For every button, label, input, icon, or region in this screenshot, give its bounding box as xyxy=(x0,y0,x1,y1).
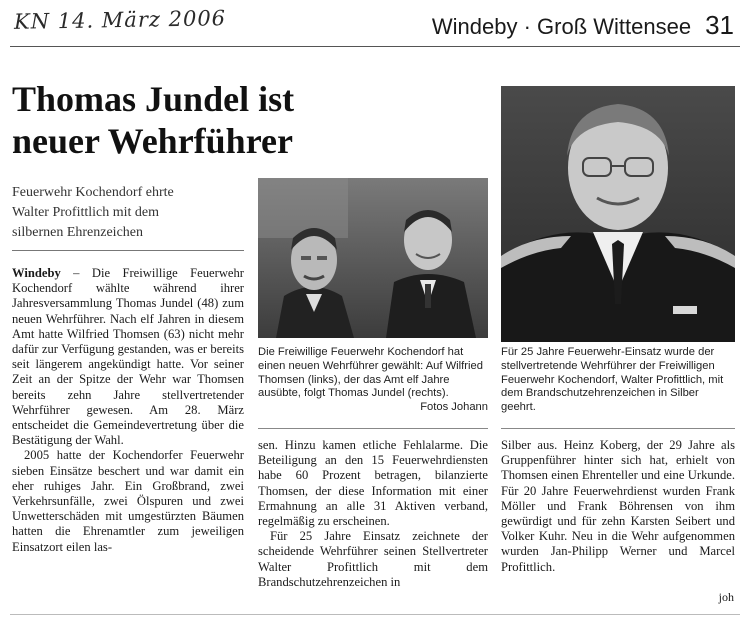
headline-line-1: Thomas Jundel ist xyxy=(12,79,295,119)
photo-two-firefighters-caption xyxy=(258,346,488,415)
page-number: 31 xyxy=(705,10,734,40)
handwritten-date-note: KN 14. März 2006 xyxy=(13,6,227,34)
photo-credit: Fotos Johann xyxy=(420,401,488,414)
article-column-1 xyxy=(12,266,244,555)
photo-two-firefighters xyxy=(258,178,488,338)
article-column-3 xyxy=(501,438,735,575)
section-title: Windeby · Groß Wittensee xyxy=(431,14,692,39)
photo-portrait-caption: Für 25 Jahre Feuerwehr-Einsatz wurde der stellvertretende Wehrführer der Freiwilligen Feuerwehr Kochendorf, Walter Profittlich, mit dem Brandschutzehrenzeichen in Silber geehrt. xyxy=(501,346,724,414)
subheadline xyxy=(12,183,242,243)
headline xyxy=(12,78,372,162)
headline-line-2: neuer Wehrführer xyxy=(12,121,293,161)
paragraph-5: Silber aus. Heinz Koberg, der 29 Jahre als Gruppenführer hinter sich hat, erhielt von Thomsen einen Ehrenteller und eine Urkunde. Für 20 Jahre Feuerwehrdienst wurden Frank Möller und Frank Böhrensen von ihm gewürdigt und für zehn Karsten Seibert und Volker Kuhr. Neu in die Wehr aufgenommen wurden Jan-Philipp Werner und Marcel Profittlich. xyxy=(501,438,735,574)
caption-divider-2 xyxy=(501,428,735,429)
page-header xyxy=(432,10,734,41)
subheadline-line-3: silbernen Ehrenzeichen xyxy=(12,225,143,240)
photo-portrait-profittlich xyxy=(501,86,735,342)
subheadline-line-1: Feuerwehr Kochendorf ehrte xyxy=(12,185,174,200)
subheadline-line-2: Walter Profittlich mit dem xyxy=(12,205,160,220)
author-initials: joh xyxy=(718,590,734,604)
dateline: Windeby xyxy=(12,266,61,280)
paragraph-1: Windeby – Die Freiwillige Feuerwehr Kochendorf wählte während ihrer Jahresversammlung Thomas Jundel (48) zum neuen Wehrführer. Nach elf Jahren in diesem Amt hatte Wilfried Thomsen (63) nicht mehr dafür zur Verfügung gestanden, was er bereits seit längerem angekündigt hatte. Vor seiner Zeit an der Spitze der Wehr war Thomsen bereits zehn Jahre stellvertretender Wehrführer gewesen. Am 28. März entscheidet die Gemeindevertretung über die Bestätigung der Wahl. xyxy=(12,266,244,448)
paragraph-3: sen. Hinzu kamen etliche Fehlalarme. Die Beteiligung an den 15 Feuerwehrdiensten habe 60 Prozent betragen, bilanzierte Thomsen, der diese Information mit einer Ermahnung an alle 31 Aktiven verband, regelmäßig zu erscheinen. xyxy=(258,438,488,529)
bottom-divider xyxy=(10,614,740,615)
paragraph-2: 2005 hatte der Kochendorfer Feuerwehr sieben Einsätze beschert und war damit ein eher ruhiges Jahr. Ein Großbrand, zwei Verkehrsunfälle, zwei Ölspuren und zwei Unwetterschäden mit umgestürzten Bäumen hatten die Ehrenamtler zum jeweiligen Einsatzort eilen las- xyxy=(12,448,244,554)
paragraph-4: Für 25 Jahre Einsatz zeichnete der scheidende Wehrführer seinen Stellvertreter Walter Profittlich mit dem Brandschutzehrenzeichen in xyxy=(258,529,488,589)
article-column-2 xyxy=(258,438,488,590)
caption-divider-1 xyxy=(258,428,488,429)
subheadline-divider xyxy=(12,250,244,251)
header-divider xyxy=(10,46,740,47)
photo-portrait-image xyxy=(501,86,735,342)
photo-two-firefighters-image xyxy=(258,178,488,338)
caption-text: Die Freiwillige Feuerwehr Kochendorf hat einen neuen Wehrführer gewählt: Auf Wilfried Thomsen (links), der das Amt elf Jahre ausübte, folgt Thomas Jundel (rechts). xyxy=(258,346,483,400)
